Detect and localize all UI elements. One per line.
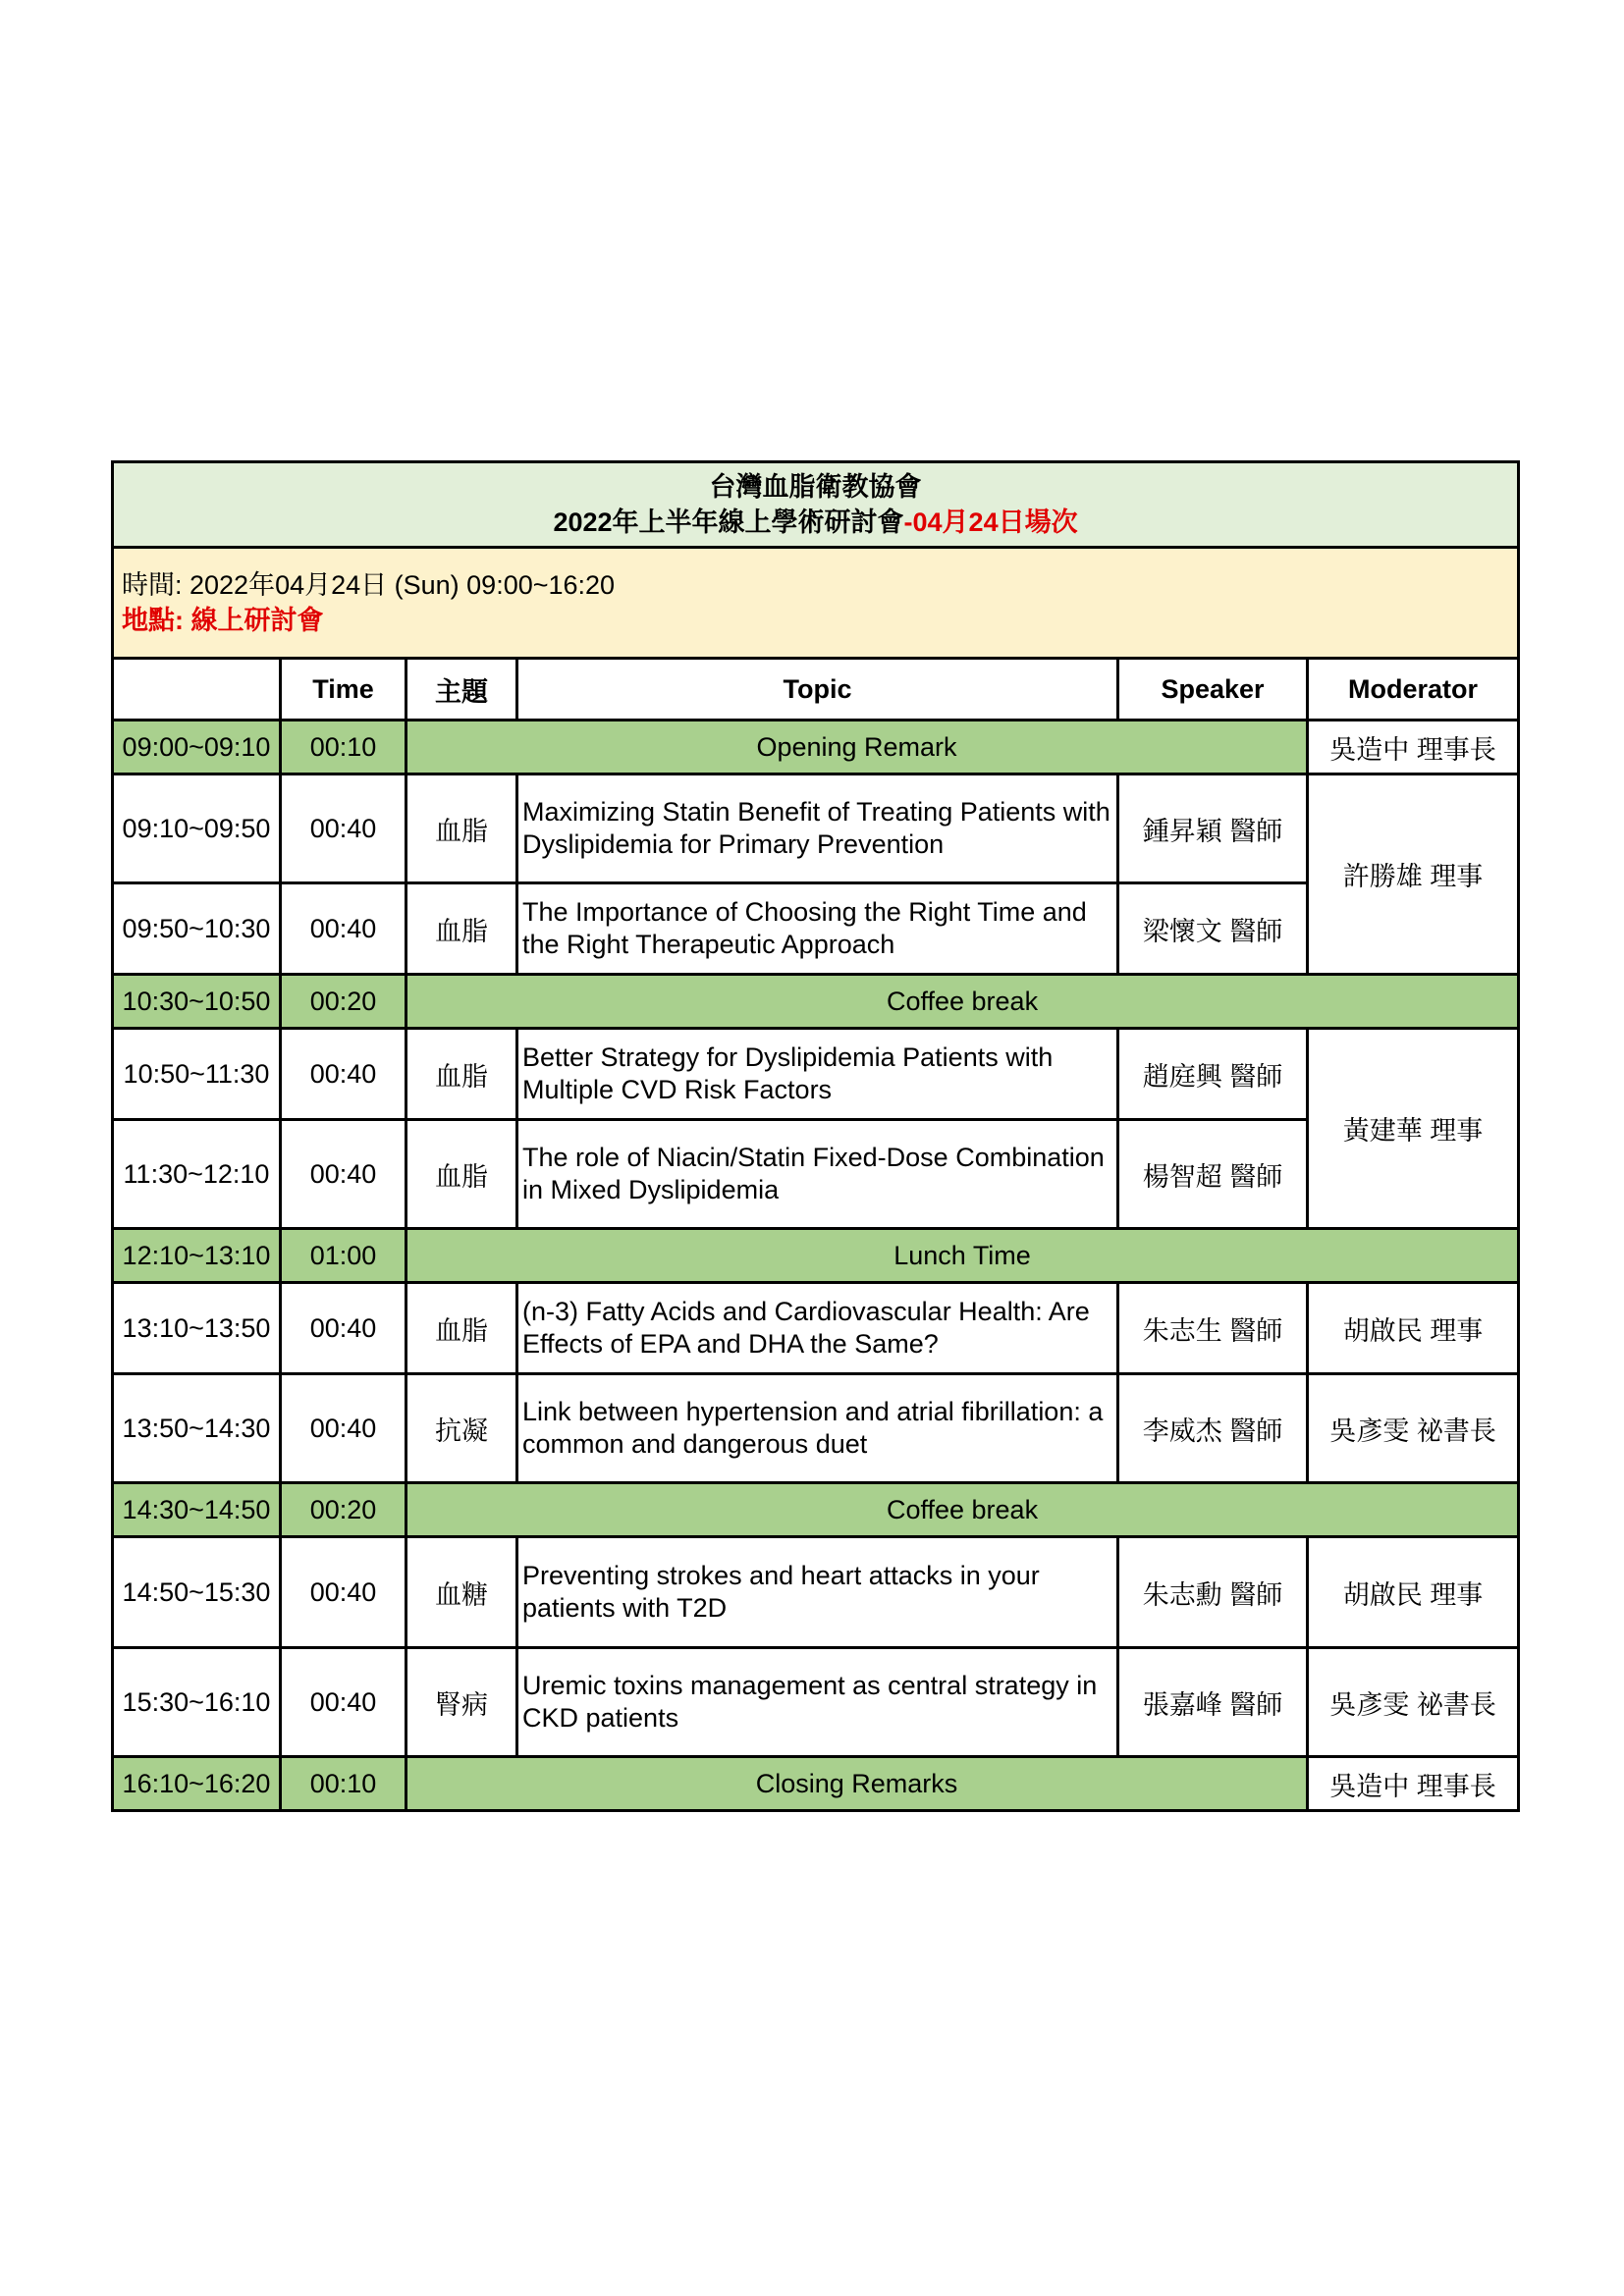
theme: 血脂 (406, 1029, 517, 1120)
speaker: 楊智超 醫師 (1118, 1120, 1308, 1229)
col-header-time: Time (281, 659, 406, 721)
speaker: 趙庭興 醫師 (1118, 1029, 1308, 1120)
topic: Preventing strokes and heart attacks in your patients with T2D (517, 1537, 1118, 1648)
time-slot: 10:50~11:30 (113, 1029, 281, 1120)
session-label: Coffee break (406, 975, 1519, 1029)
theme: 抗凝 (406, 1374, 517, 1483)
topic: The Importance of Choosing the Right Time and the Right Therapeutic Approach (517, 883, 1118, 975)
moderator: 吳彥雯 祕書長 (1308, 1648, 1519, 1757)
agenda-row (113, 1483, 1519, 1537)
event-location: 地點: 線上研討會 (122, 606, 324, 635)
time-slot: 14:50~15:30 (113, 1537, 281, 1648)
agenda-row (113, 721, 1519, 774)
agenda-row (113, 1283, 1519, 1374)
time-slot: 09:50~10:30 (113, 883, 281, 975)
session-label: Closing Remarks (406, 1757, 1308, 1811)
duration: 00:10 (281, 1757, 406, 1811)
event-time: 時間: 2022年04月24日 (Sun) 09:00~16:20 (122, 570, 616, 600)
topic: Uremic toxins management as central strategy in CKD patients (517, 1648, 1118, 1757)
topic: Better Strategy for Dyslipidemia Patients with Multiple CVD Risk Factors (517, 1029, 1118, 1120)
col-header-slot (113, 659, 281, 721)
agenda-row (113, 1757, 1519, 1811)
speaker: 張嘉峰 醫師 (1118, 1648, 1308, 1757)
time-slot: 13:10~13:50 (113, 1283, 281, 1374)
duration: 00:40 (281, 774, 406, 883)
agenda-row (113, 1537, 1519, 1648)
theme: 腎病 (406, 1648, 517, 1757)
duration: 00:10 (281, 721, 406, 774)
agenda-row (113, 1029, 1519, 1120)
agenda-table (111, 460, 1520, 1812)
col-header-topic: Topic (517, 659, 1118, 721)
time-slot: 12:10~13:10 (113, 1229, 281, 1283)
duration: 00:20 (281, 975, 406, 1029)
col-header-theme: 主題 (406, 659, 517, 721)
agenda-row (113, 975, 1519, 1029)
duration: 00:20 (281, 1483, 406, 1537)
col-header-speaker: Speaker (1118, 659, 1308, 721)
duration: 00:40 (281, 1029, 406, 1120)
moderator: 黃建華 理事 (1308, 1029, 1519, 1229)
topic: Maximizing Statin Benefit of Treating Patients with Dyslipidemia for Primary Prevention (517, 774, 1118, 883)
agenda-row (113, 1374, 1519, 1483)
session-label: Opening Remark (406, 721, 1308, 774)
org-name: 台灣血脂衛教協會 (709, 472, 922, 502)
time-slot: 09:00~09:10 (113, 721, 281, 774)
topic: (n-3) Fatty Acids and Cardiovascular Health: Are Effects of EPA and DHA the Same? (517, 1283, 1118, 1374)
speaker: 朱志生 醫師 (1118, 1283, 1308, 1374)
time-slot: 16:10~16:20 (113, 1757, 281, 1811)
moderator: 許勝雄 理事 (1308, 774, 1519, 975)
duration: 01:00 (281, 1229, 406, 1283)
title-banner (113, 462, 1519, 548)
moderator: 胡啟民 理事 (1308, 1537, 1519, 1648)
theme: 血糖 (406, 1537, 517, 1648)
speaker: 鍾昇穎 醫師 (1118, 774, 1308, 883)
duration: 00:40 (281, 1120, 406, 1229)
speaker: 梁懷文 醫師 (1118, 883, 1308, 975)
theme: 血脂 (406, 883, 517, 975)
time-slot: 15:30~16:10 (113, 1648, 281, 1757)
col-header-moderator: Moderator (1308, 659, 1519, 721)
time-slot: 14:30~14:50 (113, 1483, 281, 1537)
column-header-row (113, 659, 1519, 721)
moderator: 吳彥雯 祕書長 (1308, 1374, 1519, 1483)
time-slot: 09:10~09:50 (113, 774, 281, 883)
topic: Link between hypertension and atrial fibrillation: a common and dangerous duet (517, 1374, 1118, 1483)
speaker: 朱志勳 醫師 (1118, 1537, 1308, 1648)
session-label: Coffee break (406, 1483, 1519, 1537)
duration: 00:40 (281, 1283, 406, 1374)
time-slot: 11:30~12:10 (113, 1120, 281, 1229)
theme: 血脂 (406, 774, 517, 883)
agenda-row (113, 774, 1519, 883)
duration: 00:40 (281, 1537, 406, 1648)
theme: 血脂 (406, 1120, 517, 1229)
event-title: 2022年上半年線上學術研討會 (553, 507, 904, 537)
moderator: 吳造中 理事長 (1308, 1757, 1519, 1811)
theme: 血脂 (406, 1283, 517, 1374)
agenda-row (113, 1648, 1519, 1757)
topic: The role of Niacin/Statin Fixed-Dose Combination in Mixed Dyslipidemia (517, 1120, 1118, 1229)
session-label: Lunch Time (406, 1229, 1519, 1283)
moderator: 胡啟民 理事 (1308, 1283, 1519, 1374)
time-slot: 10:30~10:50 (113, 975, 281, 1029)
duration: 00:40 (281, 1648, 406, 1757)
event-info (113, 548, 1519, 659)
time-slot: 13:50~14:30 (113, 1374, 281, 1483)
moderator: 吳造中 理事長 (1308, 721, 1519, 774)
duration: 00:40 (281, 1374, 406, 1483)
duration: 00:40 (281, 883, 406, 975)
event-date-highlight: -04月24日場次 (903, 507, 1078, 537)
speaker: 李威杰 醫師 (1118, 1374, 1308, 1483)
agenda-row (113, 1229, 1519, 1283)
